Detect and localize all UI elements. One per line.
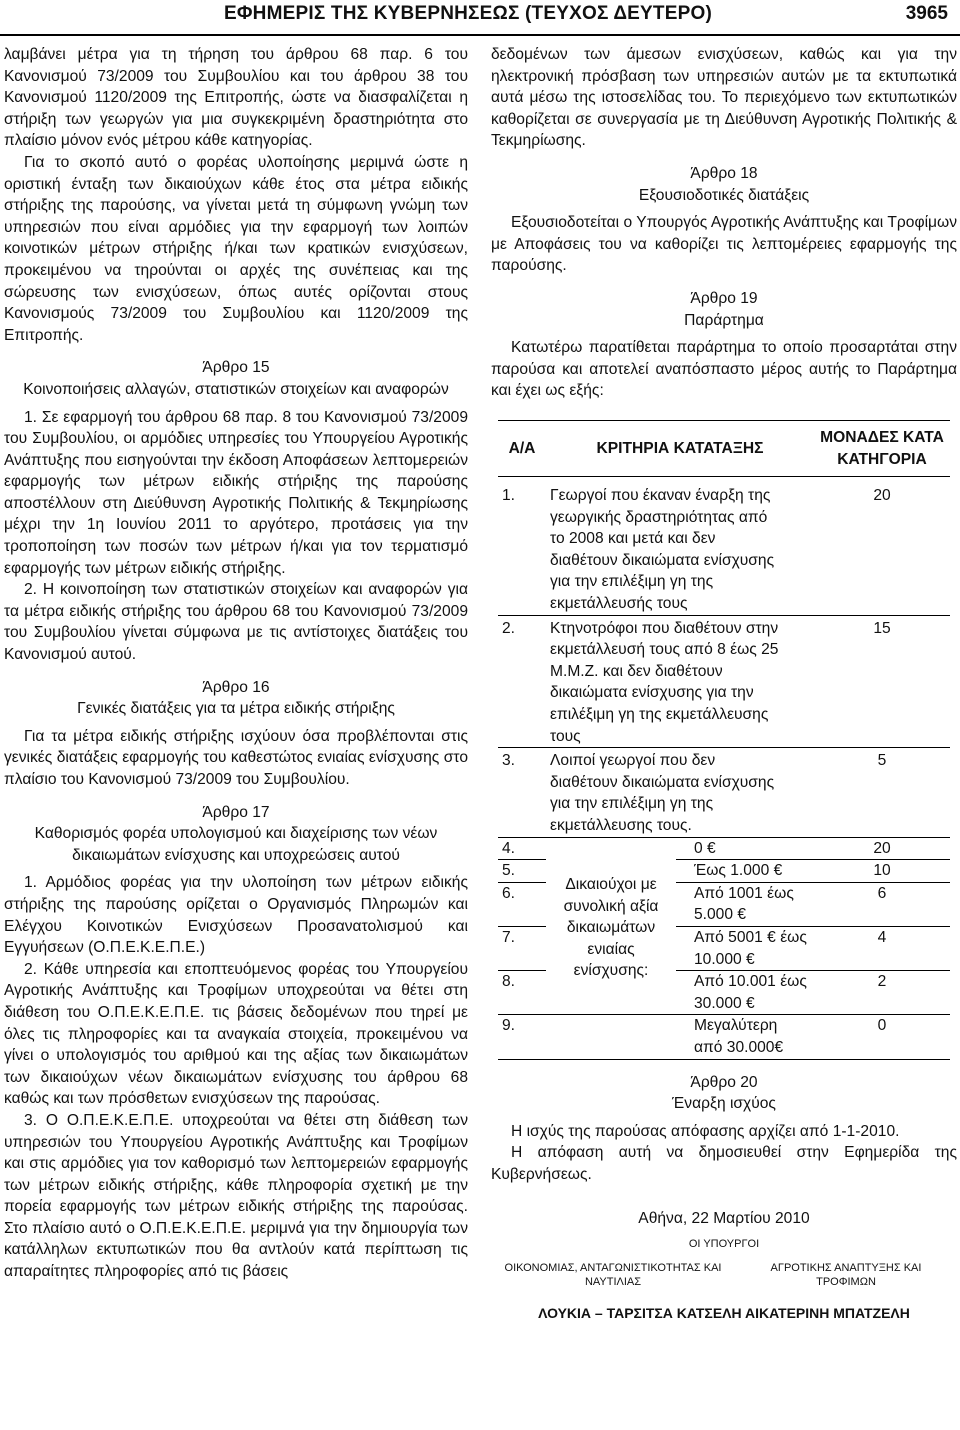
row-number: 2. bbox=[498, 615, 546, 748]
table-row bbox=[498, 477, 950, 616]
group-label: Δικαιούχοι με συνολική αξία δικαιωμάτων ενιαίας ενίσχυσης: bbox=[546, 837, 676, 1015]
paragraph: 3. Ο Ο.Π.Ε.Κ.Ε.Π.Ε. υποχρεούται να θέτει στη διάθεση των υπηρεσιών του Υπουργείου Αγροτικής Ανάπτυξης και Τροφίμων και στις αρμόδιες για τον καθορισμό των λεπτομερειών εφαρμογής των μέτρων ειδικής στήριξης, κάθε πληροφορία σχετική με την πορεία εφαρμογής των μέτρων ειδικής στήριξης της παρούσας. Στο πλαίσιο αυτό ο Ο.Π.Ε.Κ.Ε.Π.Ε. μεριμνά για την δημιουργία των κατάλληλων εκτυπωτικών που θα αντλούν κατά περίπτωση τις απαραίτητες πληροφορίες από τις βάσεις bbox=[4, 1111, 468, 1281]
row-range: Έως 1.000 € bbox=[676, 860, 814, 883]
right-column bbox=[491, 44, 957, 1325]
paragraph: δεδομένων των άμεσων ενισχύσεων, καθώς και για την ηλεκτρονική πρόσβαση των υπηρεσιών αυτών με τα εκτυπωτικά αυτά μέσω της ιστοσελίδας του. Το περιεχόμενο των εκτυπωτικών καθορίζεται σε συνεργασία με τη Διεύθυνση Αγροτικής Πολιτικής & Τεκμηρίωσης. bbox=[491, 46, 957, 150]
article-16-subtitle: Γενικές διατάξεις για τα μέτρα ειδικής στήριξης bbox=[77, 700, 395, 718]
row-criterion: Λοιποί γεωργοί που δεν διαθέτουν δικαιώματα ενίσχυσης για την επιλέξιμη γη της εκμετάλλευσης τους. bbox=[546, 748, 814, 837]
row-range: Από 5001 € έως 10.000 € bbox=[676, 926, 814, 970]
page-header bbox=[0, 0, 960, 36]
minister-economy-title: ΟΙΚΟΝΟΜΙΑΣ, ΑΝΤΑΓΩΝΙΣΤΙΚΟΤΗΤΑΣ ΚΑΙ ΝΑΥΤΙΛΙΑΣ bbox=[504, 1262, 722, 1289]
row-criterion: Κτηνοτρόφοι που διαθέτουν στην εκμετάλλευσή τους από 8 έως 25 Μ.Μ.Ζ. και δεν διαθέτουν δικαιώματα ενίσχυσης για την επιλέξιμη γη της εκμετάλλευσης τους bbox=[546, 615, 814, 748]
article-15-title: Άρθρο 15 bbox=[202, 359, 270, 377]
row-units: 4 bbox=[814, 926, 950, 970]
paragraph: Εξουσιοδοτείται ο Υπουργός Αγροτικής Ανάπτυξης και Τροφίμων με Αποφάσεις του να καθορίζει τις λεπτομέρειες εφαρμογής της παρούσης. bbox=[491, 214, 957, 275]
header-criteria: ΚΡΙΤΗΡΙΑ ΚΑΤΑΤΑΞΗΣ bbox=[546, 420, 814, 476]
row-units: 2 bbox=[814, 971, 950, 1015]
minister-agriculture-title: ΑΓΡΟΤΙΚΗΣ ΑΝΑΠΤΥΞΗΣ ΚΑΙ ΤΡΟΦΙΜΩΝ bbox=[770, 1262, 922, 1289]
paragraph: 1. Αρμόδιος φορέας για την υλοποίηση των μέτρων ειδικής στήριξης της παρούσης ορίζεται ο Οργανισμός Πληρωμών και Ελέγχου Κοινοτικών Ενισχύσεων Προσανατολισμού και Εγγυήσεων (Ο.Π.Ε.Κ.Ε.Π.Ε.) bbox=[4, 874, 468, 957]
row-number: 4. bbox=[498, 837, 546, 860]
row-units: 5 bbox=[814, 748, 950, 837]
paragraph: 2. Κάθε υπηρεσία και εποπτευόμενος φορέας του Υπουργείου Αγροτικής Ανάπτυξης και Τροφίμων υποχρεούται να θέτει στη διάθεση του Ο.Π.Ε.Κ.Ε.Π.Ε. τις βάσεις δεδομένων που τηρεί με όλες τις πληροφορίες και τα αναγκαία στοιχεία, προκειμένου να γίνει ο υπολογισμός του αριθμού και της αξίας των δικαιωμάτων των δικαιούχων νέων δικαιωμάτων ενίσχυσης του άρθρου 68 καθώς και των πρόσθετων ενισχύσεων της παρούσας. bbox=[4, 960, 468, 1108]
row-number: 9. bbox=[498, 1015, 546, 1059]
row-criterion: Γεωργοί που έκαναν έναρξη της γεωργικής δραστηριότητας από το 2008 και μετά και δεν διαθέτουν δικαιώματα ενίσχυσης για την επιλέξιμη γη της εκμετάλλευσής τους bbox=[550, 487, 775, 613]
paragraph: Η απόφαση αυτή να δημοσιευθεί στην Εφημερίδα της Κυβερνήσεως. bbox=[491, 1144, 957, 1183]
row-units: 0 bbox=[814, 1015, 950, 1059]
article-20-title: Άρθρο 20 bbox=[690, 1073, 758, 1091]
row-number: 1. bbox=[502, 487, 516, 505]
article-18-title: Άρθρο 18 bbox=[690, 164, 758, 182]
row-number: 7. bbox=[498, 926, 546, 970]
paragraph: 2. Η κοινοποίηση των στατιστικών στοιχείων και αναφορών για τα μέτρα ειδικής στήριξης του άρθρου 68 του Κανονισμού 73/2009 του Συμβουλίου γίνεται σύμφωνα με τις αντίστοιχες διατάξεις του Κανονισμού αυτού. bbox=[4, 581, 468, 664]
header-units: ΜΟΝΑΔΕΣ ΚΑΤΑ ΚΑΤΗΓΟΡΙΑ bbox=[814, 420, 950, 476]
row-units: 20 bbox=[873, 487, 891, 505]
article-16-title: Άρθρο 16 bbox=[202, 678, 270, 696]
gazette-title: ΕΦΗΜΕΡΙΣ ΤΗΣ ΚΥΒΕΡΝΗΣΕΩΣ (ΤΕΥΧΟΣ ΔΕΥΤΕΡΟ) bbox=[224, 3, 712, 24]
paragraph: 1. Σε εφαρμογή του άρθρου 68 παρ. 8 του Κανονισμού 73/2009 του Συμβουλίου, οι αρμόδιες υπηρεσίες του Υπουργείου Αγροτικής Ανάπτυξης που εισηγούνται την έκδοση Αποφάσεων λεπτομερειών εφαρμογής των μέτρων ειδικής στήριξης της παρούσης αποστέλλουν στη Διεύθυνση Αγροτικής Πολιτικής & Τεκμηρίωσης μέχρι την 1η Ιουνίου 2011 το αργότερο, προτάσεις για την τροποποίηση των ποσών των μέτρων ή/και για τον τερματισμό εφαρμογής των μέτρων ειδικής στήριξης. bbox=[4, 408, 468, 577]
ministers-heading: ΟΙ ΥΠΟΥΡΓΟΙ bbox=[688, 1238, 760, 1251]
table-row bbox=[498, 1015, 950, 1059]
header-number: Α/Α bbox=[498, 420, 546, 476]
article-19-subtitle: Παράρτημα bbox=[684, 311, 764, 329]
article-20-subtitle: Έναρξη ισχύος bbox=[672, 1095, 776, 1113]
paragraph: Η ισχύς της παρούσας απόφασης αρχίζει από 1-1-2010. bbox=[511, 1122, 900, 1140]
row-units: 10 bbox=[814, 860, 950, 883]
row-number: 5. bbox=[498, 860, 546, 883]
left-column bbox=[4, 44, 468, 1283]
row-range: Από 1001 έως 5.000 € bbox=[676, 882, 814, 926]
table-header-row bbox=[498, 420, 950, 476]
paragraph: Για το σκοπό αυτό ο φορέας υλοποίησης μεριμνά ώστε η οριστική ένταξη των δικαιούχων κάθε έτος στα μέτρα ειδικής στήριξης της παρούσης, να γίνεται μετά τη σύμφωνη γνώμη των υπηρεσιών που είναι αρμόδιες για την εφαρμογή των λοιπών κοινοτικών μέτρων στήριξης ή/και των κρατικών ενισχύσεων, προκειμένου να τηρούνται οι αρχές της συνέπειας και της σώρευσης των ενισχύσεων, όπως αυτές ορίζονται στους Κανονισμούς 73/2009 του Συμβουλίου και 1120/2009 της Επιτροπής. bbox=[4, 153, 468, 344]
table-row bbox=[498, 837, 950, 860]
row-units: 6 bbox=[814, 882, 950, 926]
article-17-title: Άρθρο 17 bbox=[202, 803, 270, 821]
row-number: 6. bbox=[498, 882, 546, 926]
article-18-subtitle: Εξουσιοδοτικές διατάξεις bbox=[638, 186, 810, 204]
row-range: Μεγαλύτερη από 30.000€ bbox=[676, 1015, 814, 1059]
signing-date: Αθήνα, 22 Μαρτίου 2010 bbox=[638, 1209, 810, 1227]
paragraph: Για τα μέτρα ειδικής στήριξης ισχύουν όσα προβλέπονται στις γενικές διατάξεις εφαρμογής του καθεστώτος ενιαίας ενίσχυσης στο πλαίσιο του Κανονισμού 73/2009 του Συμβουλίου. bbox=[4, 727, 468, 788]
paragraph: Κατωτέρω παρατίθεται παράρτημα το οποίο προσαρτάται στην παρούσα και αποτελεί αναπόσπαστο μέρος αυτής το Παράρτημα και έχει ως εξής: bbox=[491, 339, 957, 400]
article-19-title: Άρθρο 19 bbox=[690, 289, 758, 307]
page-number: 3965 bbox=[905, 3, 948, 24]
row-units: 20 bbox=[814, 837, 950, 860]
minister-names: ΛΟΥΚΙΑ – ΤΑΡΣΙΤΣΑ ΚΑΤΣΕΛΗ ΑΙΚΑΤΕΡΙΝΗ ΜΠΑΤΖΕΛΗ bbox=[538, 1305, 910, 1322]
row-range: 0 € bbox=[676, 837, 814, 860]
annex-table bbox=[498, 420, 950, 1060]
row-units: 15 bbox=[814, 615, 950, 748]
article-15-subtitle: Κοινοποιήσεις αλλαγών, στατιστικών στοιχείων και αναφορών bbox=[23, 380, 449, 398]
table-row bbox=[498, 615, 950, 748]
paragraph: λαμβάνει μέτρα για τη τήρηση του άρθρου 68 παρ. 6 του Κανονισμού 73/2009 του Συμβουλίου και του άρθρου 38 του Κανονισμού 1120/2009 της Επιτροπής, ώστε να διασφαλίζεται η στήριξη των γεωργών για μια συγκεκριμένη δραστηριότητα στο πλαίσιο μόνον ενός μέτρου κάθε κατηγορίας. bbox=[4, 46, 468, 150]
row-number: 8. bbox=[498, 971, 546, 1015]
table-row bbox=[498, 748, 950, 837]
row-range: Από 10.001 έως 30.000 € bbox=[676, 971, 814, 1015]
row-number: 3. bbox=[498, 748, 546, 837]
article-17-subtitle: Καθορισμός φορέα υπολογισμού και διαχείρισης των νέων δικαιωμάτων ενίσχυσης και υποχρεώσεις αυτού bbox=[34, 825, 438, 864]
